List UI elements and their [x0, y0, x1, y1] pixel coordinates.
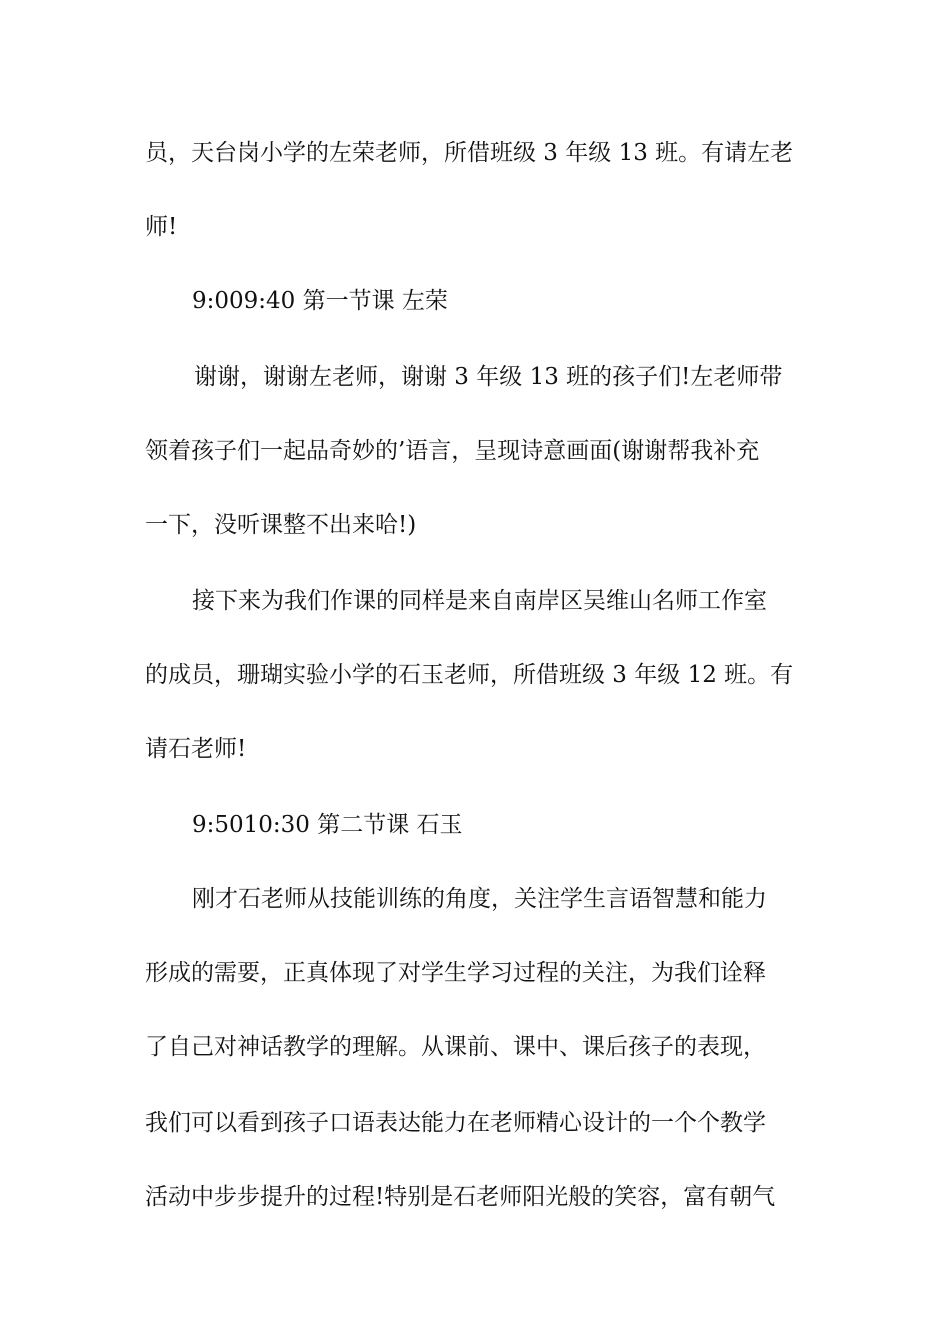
text-line: 了自己对神话教学的理解。从课前、课中、课后孩子的表现， [145, 1034, 766, 1060]
text-line: 活动中步步提升的过程!特别是石老师阳光般的笑容，富有朝气 [145, 1184, 776, 1210]
text-line: 一下，没听课整不出来哈!) [145, 512, 417, 538]
text-line: 谢谢，谢谢左老师，谢谢 3 年级 13 班的孩子们!左老师带 [194, 364, 783, 390]
text-line: 的成员，珊瑚实验小学的石玉老师，所借班级 3 年级 12 班。有 [145, 662, 794, 688]
schedule-line: 9:009:40 第一节课 左荣 [192, 288, 448, 314]
text-line: 我们可以看到孩子口语表达能力在老师精心设计的一个个教学 [145, 1110, 766, 1136]
text-line: 刚才石老师从技能训练的角度，关注学生言语智慧和能力 [192, 886, 767, 912]
text-line: 请石老师! [145, 736, 247, 762]
text-line: 形成的需要，正真体现了对学生学习过程的关注，为我们诠释 [145, 960, 766, 986]
text-line: 师! [145, 214, 178, 240]
text-line: 领着孩子们一起品奇妙的’语言，呈现诗意画面(谢谢帮我补充 [145, 438, 760, 464]
text-line: 员，天台岗小学的左荣老师，所借班级 3 年级 13 班。有请左老 [145, 140, 794, 166]
schedule-line: 9:5010:30 第二节课 石玉 [192, 812, 463, 838]
text-line: 接下来为我们作课的同样是来自南岸区吴维山名师工作室 [192, 588, 767, 614]
